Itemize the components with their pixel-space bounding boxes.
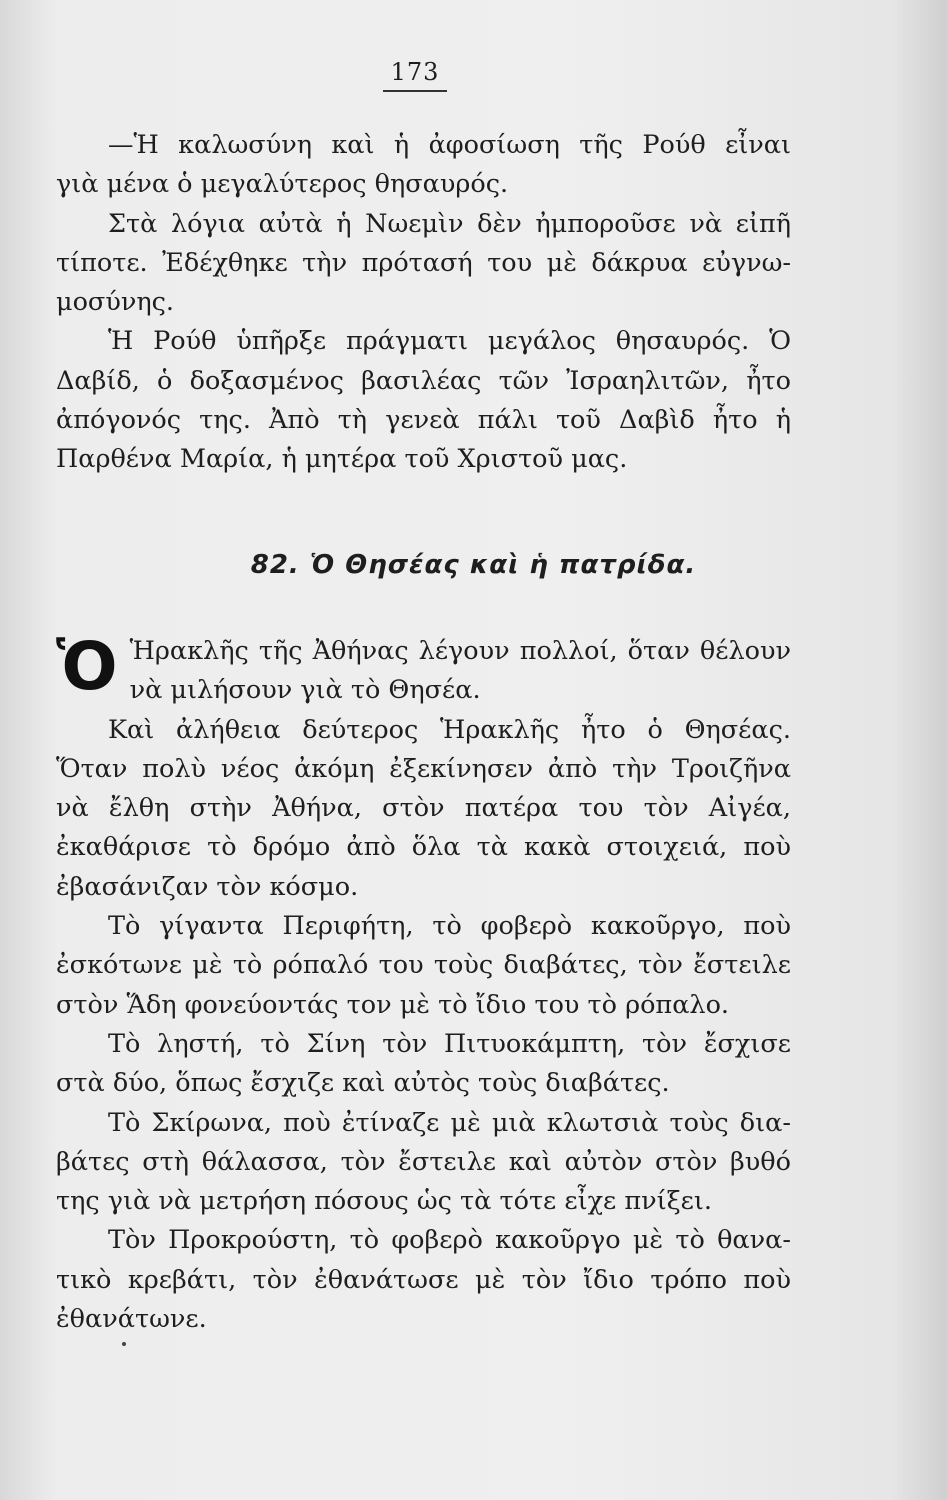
- text-line: ἐσκότωνε μὲ τὸ ρόπαλό του τοὺς διαβάτες, τὸν ἔστειλε: [56, 950, 791, 981]
- text-line: ἐβασάνιζαν τὸν κόσμο.: [56, 871, 359, 902]
- ink-speck: [122, 1342, 126, 1346]
- text-line: Τὸ Σκίρωνα, ποὺ ἐτίναζε μὲ μιὰ κλωτσιὰ τοὺς δια-: [108, 1107, 791, 1138]
- text-line: Παρθένα Μαρία, ἡ μητέρα τοῦ Χριστοῦ μας.: [56, 444, 628, 475]
- paragraph: [56, 1221, 791, 1339]
- paragraph: [56, 205, 791, 323]
- text-line: ἐκαθάρισε τὸ δρόμο ἀπὸ ὅλα τὰ κακὰ στοιχειά, ποὺ: [56, 832, 791, 863]
- chapter-heading: 82. Ὁ Θησέας καὶ ἡ πατρίδα.: [250, 550, 697, 580]
- text-line: γιὰ μένα ὁ μεγαλύτερος θησαυρός.: [56, 169, 509, 200]
- text-line: τίποτε. Ἐδέχθηκε τὴν πρότασή του μὲ δάκρυα εὐγνω-: [56, 247, 791, 278]
- text-line: ἐθανάτωνε.: [56, 1304, 207, 1335]
- text-line: Ἡρακλῆς τῆς Ἀθήνας λέγουν πολλοί, ὅταν θέλουν: [129, 636, 791, 666]
- text-line: Ἡ Ρούθ ὑπῆρξε πράγματι μεγάλος θησαυρός. Ὁ: [108, 326, 791, 357]
- text-line: νὰ μιλήσουν γιὰ τὸ Θησέα.: [129, 675, 481, 706]
- text-line: στὰ δύο, ὅπως ἔσχιζε καὶ αὐτὸς τοὺς διαβάτες.: [56, 1068, 670, 1099]
- text-line: Στὰ λόγια αὐτὰ ἡ Νωεμὶν δὲν ἠμποροῦσε νὰ εἰπῆ: [108, 208, 791, 239]
- text-line: Τὸν Προκρούστη, τὸ φοβερὸ κακοῦργο μὲ τὸ θανα-: [108, 1225, 791, 1256]
- text-line: Τὸ γίγαντα Περιφήτη, τὸ φοβερὸ κακοῦργο, ποὺ: [108, 911, 791, 942]
- text-line: νὰ ἔλθη στὴν Ἀθήνα, στὸν πατέρα του τὸν Αἰγέα,: [56, 793, 791, 824]
- text-line: τικὸ κρεβάτι, τὸν ἐθανάτωσε μὲ τὸν ἴδιο τρόπο ποὺ: [56, 1264, 791, 1295]
- paragraph: [56, 126, 791, 205]
- text-line: —Ἡ καλωσύνη καὶ ἡ ἀφοσίωση τῆς Ρούθ εἶναι: [108, 130, 791, 160]
- text-line: ἀπόγονός της. Ἀπὸ τὴ γενεὰ πάλι τοῦ Δαβὶδ ἦτο ἡ: [56, 405, 791, 436]
- text-line: Ὅταν πολὺ νέος ἀκόμη ἐξεκίνησεν ἀπὸ τὴν Τροιζῆνα: [56, 753, 791, 784]
- paragraph: [56, 1025, 791, 1104]
- paragraph: [56, 711, 791, 907]
- text-line: της γιὰ νὰ μετρήση πόσους ὡς τὰ τότε εἶχε πνίξει.: [56, 1186, 712, 1217]
- text-line: μοσύνης.: [56, 287, 174, 318]
- text-block-theseus: [56, 628, 791, 1339]
- paragraph: [56, 322, 791, 479]
- text-line: στὸν Ἅδη φονεύοντάς τον μὲ τὸ ἴδιο του τὸ ρόπαλο.: [56, 989, 730, 1020]
- drop-cap: Ὁ: [56, 628, 118, 705]
- text-block-ruth: [56, 126, 791, 480]
- text-line: Τὸ ληστή, τὸ Σίνη τὸν Πιτυοκάμπτη, τὸν ἔσχισε: [108, 1028, 791, 1059]
- text-line: Δαβίδ, ὁ δοξασμένος βασιλέας τῶν Ἰσραηλιτῶν, ἦτο: [56, 365, 791, 396]
- paragraph: [56, 907, 791, 1025]
- text-line: βάτες στὴ θάλασσα, τὸν ἔστειλε καὶ αὐτὸν στὸν βυθό: [56, 1146, 791, 1177]
- page-number: 173: [383, 58, 447, 92]
- text-line: Καὶ ἀλήθεια δεύτερος Ἡρακλῆς ἦτο ὁ Θησέας.: [108, 714, 791, 745]
- paragraph: [56, 1104, 791, 1222]
- paragraph: [56, 628, 791, 711]
